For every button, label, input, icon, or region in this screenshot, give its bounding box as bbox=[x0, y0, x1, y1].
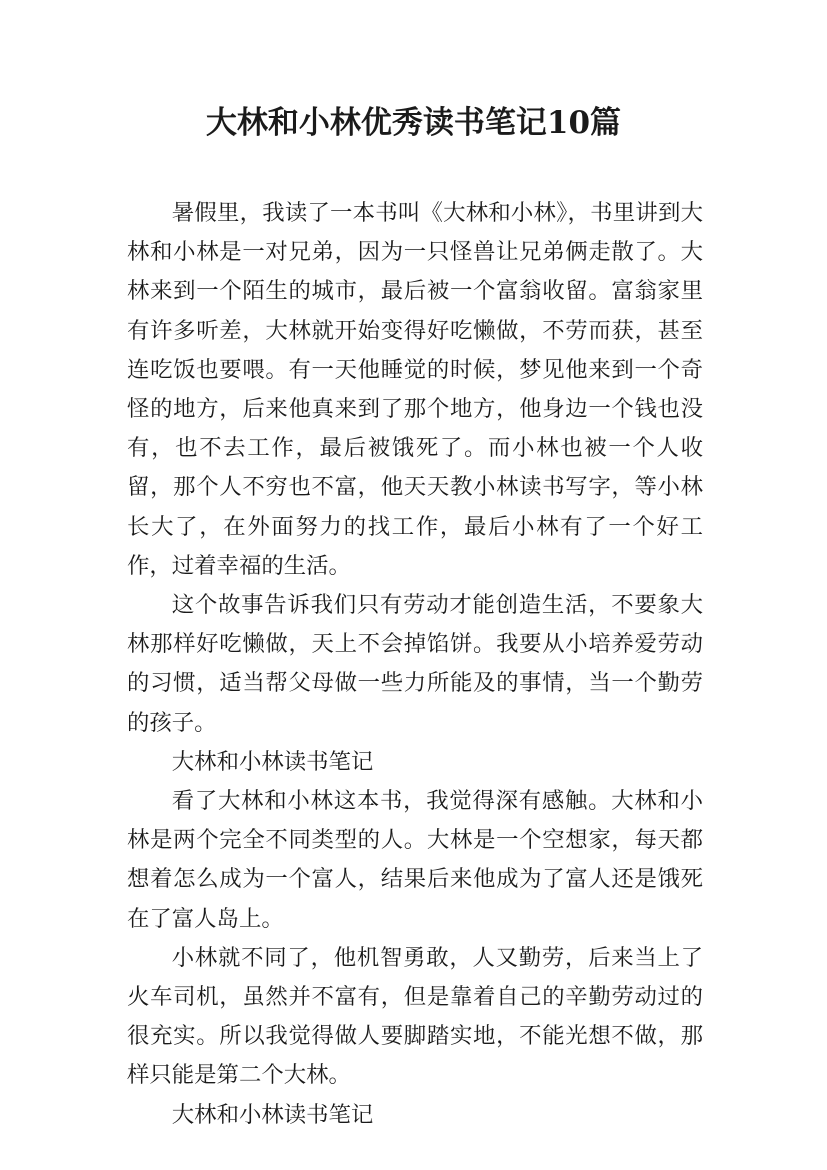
document-body bbox=[127, 194, 703, 1135]
section-heading: 大林和小林读书笔记 bbox=[171, 1101, 374, 1128]
section-heading: 大林和小林读书笔记 bbox=[171, 748, 374, 775]
body-paragraph: 看了大林和小林这本书，我觉得深有感触。大林和小林是两个完全不同类型的人。大林是一个空想家，每天都想着怎么成为一个富人，结果后来他成为了富人还是饿死在了富人岛上。 bbox=[127, 788, 703, 932]
body-paragraph: 暑假里，我读了一本书叫《大林和小林》，书里讲到大林和小林是一对兄弟，因为一只怪兽让兄弟俩走散了。大林来到一个陌生的城市，最后被一个富翁收留。富翁家里有许多听差，大林就开始变得好吃懒做，不劳而获，甚至连吃饭也要喂。有一天他睡觉的时候，梦见他来到一个奇怪的地方，后来他真来到了那个地方，他身边一个钱也没有，也不去工作，最后被饿死了。而小林也被一个人收留，那个人不穷也不富，他天天教小林读书写字，等小林长大了，在外面努力的找工作，最后小林有了一个好工作，过着幸福的生活。 bbox=[127, 200, 703, 579]
document-title: 大林和小林优秀读书笔记10篇 bbox=[205, 105, 622, 141]
body-paragraph: 小林就不同了，他机智勇敢，人又勤劳，后来当上了火车司机，虽然并不富有，但是靠着自己的辛勤劳动过的很充实。所以我觉得做人要脚踏实地，不能光想不做，那样只能是第二个大林。 bbox=[127, 944, 703, 1089]
body-paragraph: 这个故事告诉我们只有劳动才能创造生活，不要象大林那样好吃懒做，天上不会掉馅饼。我要从小培养爱劳动的习惯，适当帮父母做一些力所能及的事情，当一个勤劳的孩子。 bbox=[127, 592, 703, 736]
